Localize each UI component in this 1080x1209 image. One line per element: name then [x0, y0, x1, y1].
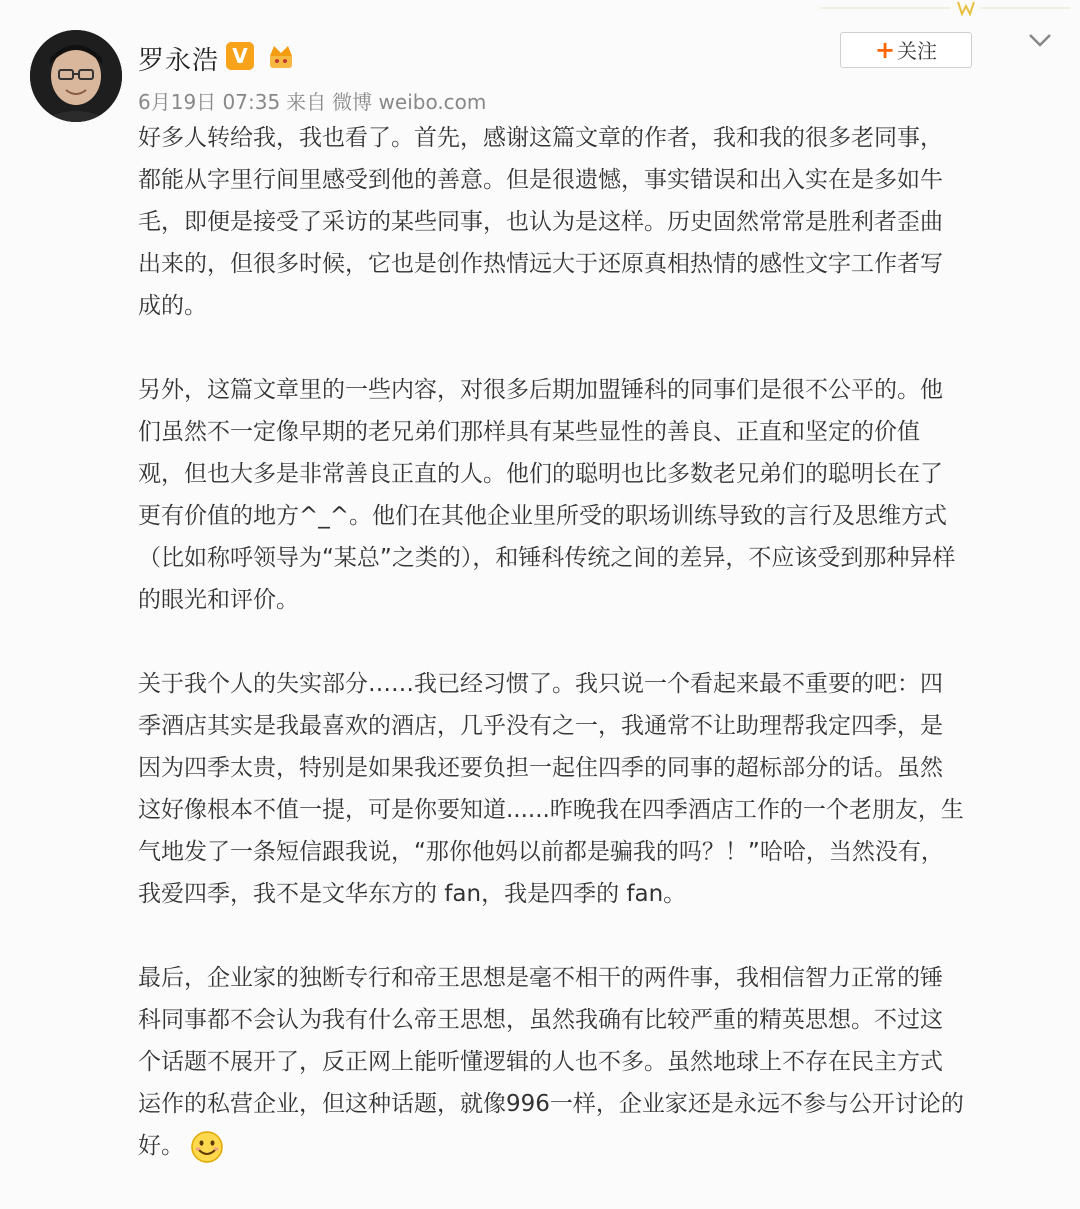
post-content: [138, 117, 1053, 1209]
smile-emoji-icon: [190, 1130, 224, 1164]
author-name[interactable]: 罗永浩: [138, 46, 220, 76]
post-date[interactable]: 6月19日 07:35: [138, 90, 281, 114]
paragraph-4-text: 最后，企业家的独断专行和帝王思想是毫不相干的两件事，我相信智力正常的锤 科同事都不会认为我有什么帝王思想，虽然我确有比较严重的精英思想。不过这 个话题不展开了，反正网上能听懂逻辑的人也不多。虽然地球上不存在民主方式 运作的私营企业，但这种话题，就像996一样，企业家还是永远不参与公开讨论的 好。: [138, 965, 964, 1159]
chevron-down-icon[interactable]: [1026, 30, 1054, 50]
verified-badge: V: [226, 42, 254, 70]
paragraph-3: 关于我个人的失实部分……我已经习惯了。我只说一个看起来最不重要的吧：四 季酒店其实是我最喜欢的酒店，几乎没有之一，我通常不让助理帮我定四季，是 因为四季太贵，特别是如果我还要负担一起住四季的同事的超标部分的话。虽然 这好像根本不值一提，可是你要知道......昨晚我在四季酒店工作的一个老朋友，生 气地发了一条短信跟我说，“那你他妈以前都是骗我的吗？！”哈哈，当然没有， 我爱四季，我不是文华东方的 fan，我是四季的 fan。: [138, 671, 964, 907]
crown-icon: [266, 42, 296, 70]
paragraph-4: [138, 957, 1053, 1167]
paragraph-1: 好多人转给我，我也看了。首先，感谢这篇文章的作者，我和我的很多老同事， 都能从字里行间里感受到他的善意。但是很遗憾，事实错误和出入实在是多如牛 毛，即便是接受了采访的某些同事，也认为是这样。历史固然常常是胜利者歪曲 出来的，但很多时候，它也是创作热情远大于还原真相热情的感性文字工作者写 成的。: [138, 125, 943, 319]
follow-label: 关注: [897, 39, 938, 63]
paragraph-2: 另外，这篇文章里的一些内容，对很多后期加盟锤科的同事们是很不公平的。他 们虽然不一定像早期的老兄弟们那样具有某些显性的善良、正直和坚定的价值 观，但也大多是非常善良正直的人。他们的聪明也比多数老兄弟们的聪明长在了 更有价值的地方^_^。他们在其他企业里所受的职场训练导致的言行及思维方式 （比如称呼领导为“某总”之类的），和锤科传统之间的差异，不应该受到那种异样 的眼光和评价。: [138, 377, 956, 613]
plus-icon: +: [874, 36, 896, 64]
top-decoration: [820, 0, 1070, 20]
avatar[interactable]: [30, 30, 122, 122]
post-source[interactable]: 微博 weibo.com: [332, 90, 487, 114]
follow-button[interactable]: [840, 32, 972, 68]
source-prefix: 来自: [286, 90, 327, 114]
post-meta: [138, 86, 492, 115]
